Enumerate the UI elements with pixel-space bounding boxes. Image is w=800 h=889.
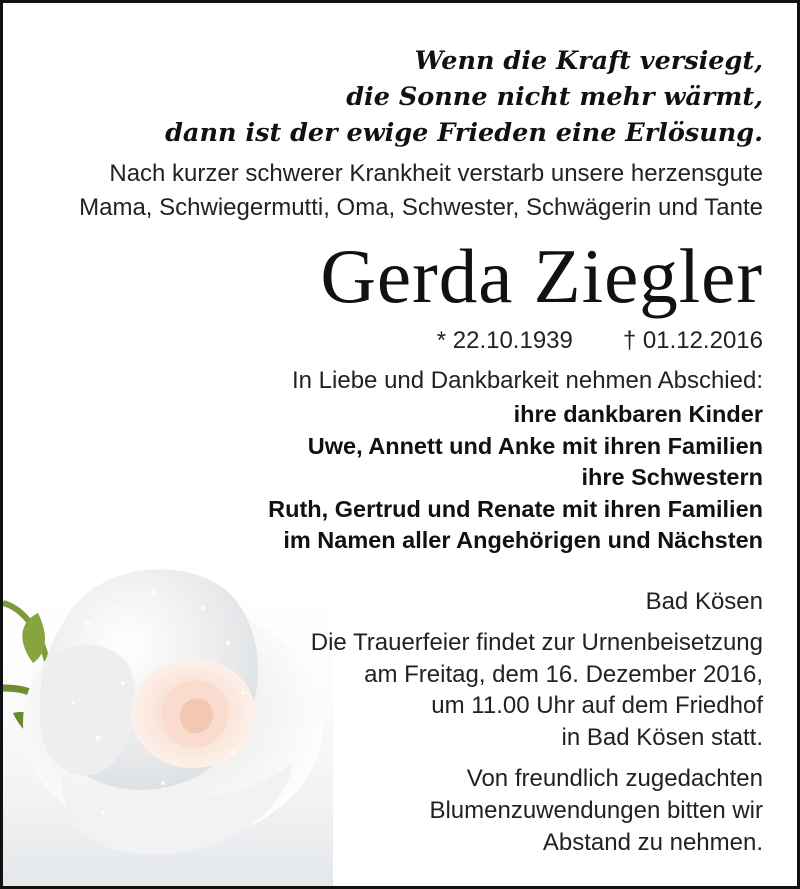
announcement-line: Nach kurzer schwerer Krankheit verstarb unsere herzensgute [109, 160, 763, 187]
announcement-line: Mama, Schwiegermutti, Oma, Schwester, Schwägerin und Tante [79, 194, 763, 221]
life-dates [437, 325, 763, 357]
mourner-line: Uwe, Annett und Anke mit ihren Familien [307, 432, 763, 459]
poem-line: Wenn die Kraft versiegt, [414, 46, 763, 76]
poem [165, 43, 763, 151]
poem-line: dann ist der ewige Frieden eine Erlösung. [165, 118, 763, 148]
mourner-line: im Namen aller Angehörigen und Nächsten [283, 527, 763, 553]
poem-line: die Sonne nicht mehr wärmt, [346, 82, 763, 112]
flower-request [429, 763, 763, 859]
white-rose-image [3, 563, 333, 889]
request-line: Blumenzuwendungen bitten wir [429, 797, 763, 824]
funeral-line: in Bad Kösen statt. [561, 723, 763, 751]
deceased-name: Gerda Ziegler [320, 233, 763, 319]
death-date: † 01.12.2016 [622, 327, 763, 354]
funeral-line: um 11.00 Uhr auf dem Friedhof [431, 692, 763, 719]
mourner-line: Ruth, Gertrud und Renate mit ihren Familien [268, 495, 763, 522]
farewell-intro: In Liebe und Dankbarkeit nehmen Abschied: [292, 367, 763, 394]
request-line: Von freundlich zugedachten [466, 765, 763, 792]
birth-date: * 22.10.1939 [436, 327, 573, 354]
mourner-line: ihre Schwestern [581, 464, 763, 490]
funeral-line: am Freitag, dem 16. Dezember 2016, [364, 660, 763, 688]
request-line: Abstand zu nehmen. [542, 829, 763, 856]
mourners-list [268, 399, 763, 557]
death-announcement [79, 157, 763, 225]
mourner-line: ihre dankbaren Kinder [513, 401, 763, 427]
funeral-line: Die Trauerfeier findet zur Urnenbeisetzung [310, 629, 763, 656]
place: Bad Kösen [645, 588, 763, 615]
funeral-details [311, 627, 763, 753]
